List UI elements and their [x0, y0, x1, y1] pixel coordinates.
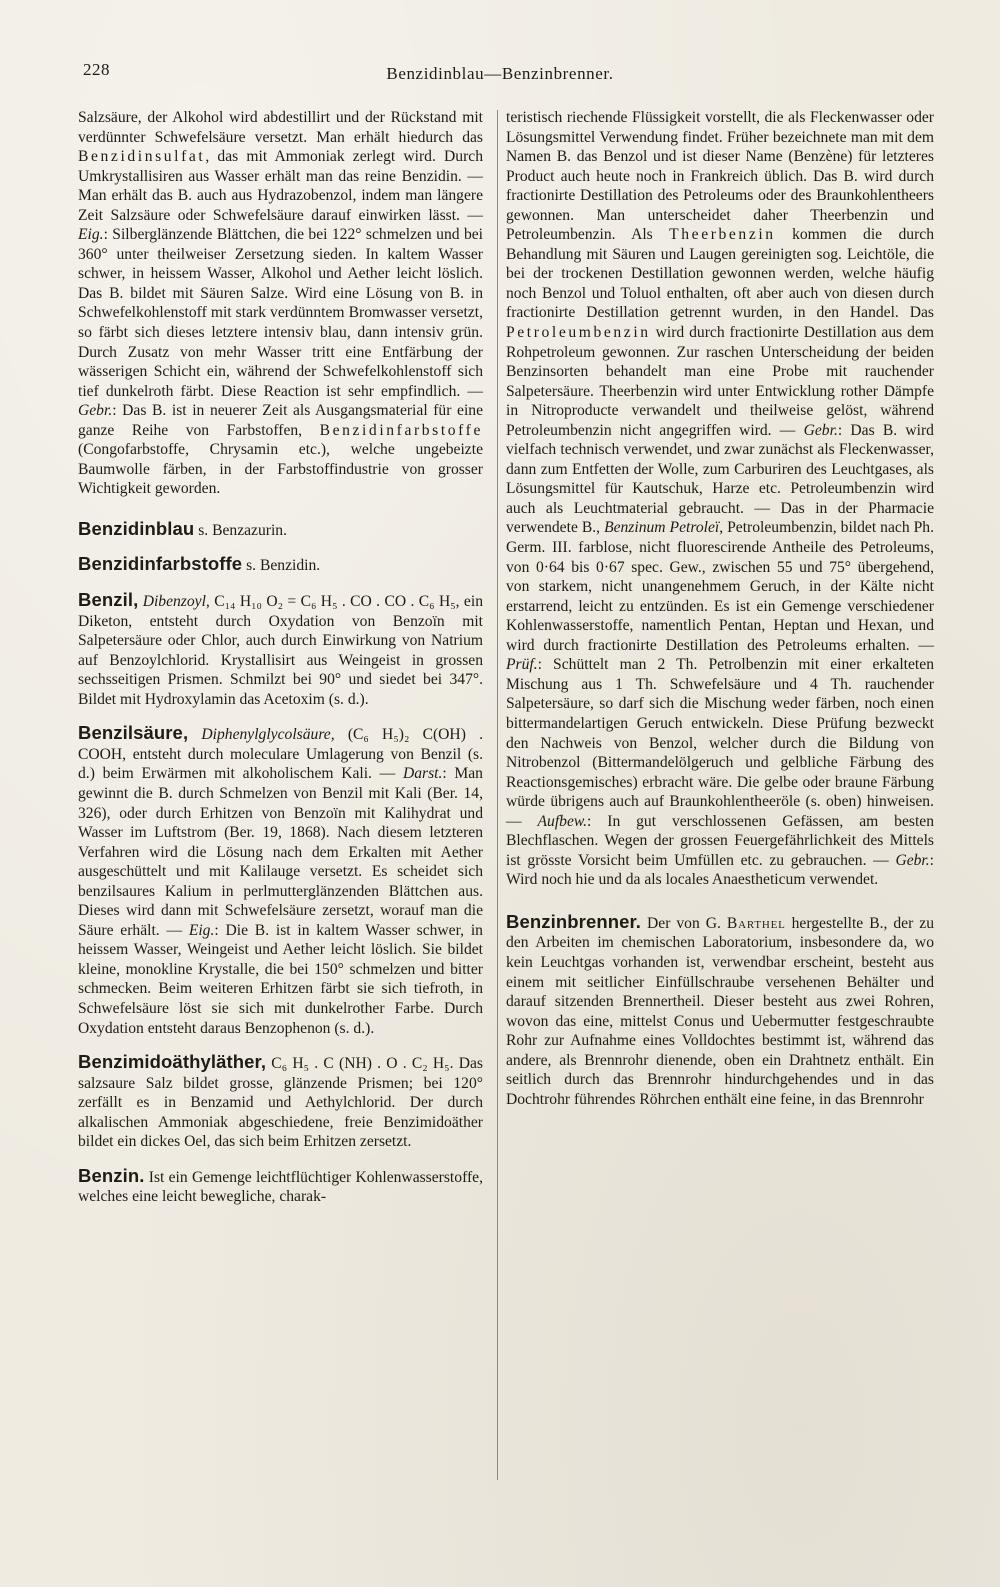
formula: C₁₄ H₁₀ O₂ = C₆ H₅ . CO . CO . C₆ H₅,	[209, 593, 460, 611]
column-divider	[497, 110, 498, 1480]
page-number: 228	[83, 60, 110, 79]
text-run: hergestellte B., der zu den Arbeiten im chemischen Laboratorium, insbesondere da, wo kein Leuchtgas vorhanden ist, verwendbar erscheint, besteht aus einem mit seitlicher Einfüllschraube versehenen Behälter und darauf sitzenden Brennertheil. Dieser besteht aus zwei Rohren, wovon das eine, mittelst Conus und Uebermutter festgeschraubte Rohr zur Aufnahme eines Volldochtes bestimmt ist, während das andere, als Brennrohr dienende, oben ein Drahtnetz enthält. Ein seitlich durch das Brennrohr hindurchgehendes und in das Dochtrohr führendes Röhrchen enthält eine feine, in das Brennrohr	[506, 914, 934, 1108]
entry-heading: Benzilsäure,	[78, 722, 189, 744]
author-name: Barthel	[726, 914, 786, 932]
entry-heading: Benzidinfarbstoffe	[78, 553, 243, 575]
text-run: : Silberglänzende Blättchen, die bei 122° schmelzen und bei 360° unter theilweiser Zersetzung sieden. In kaltem Wasser schwer, in heissem Wasser, Alkohol und Aether leicht löslich. Das B. bildet mit Säuren Salze. Wird eine Lösung von B. in Schwefelkohlenstoff mit stark verdünntem Bromwasser versetzt, so färbt sich dieses letztere intensiv blau, dann intensiv grün. Durch Zusatz von mehr Wasser tritt eine Entfärbung der wässerigen Schicht ein, während der Schwefelkohlenstoff sich tief dunkelroth färbt. Diese Reaction ist sehr empfindlich. —	[78, 226, 483, 400]
abbrev-gebr: Gebr.	[803, 421, 838, 439]
cross-reference: s. Benzidin.	[242, 557, 321, 575]
formula: C₆ H₅ . C (NH) . O . C₂ H₅.	[266, 1055, 454, 1073]
cross-reference: s. Benzazurin.	[194, 521, 287, 539]
text-run: , Petroleumbenzin, bildet nach Ph. Germ. III. farblose, nicht fluorescirende Antheile des Petroleums, von 0·64 bis 0·67 spec. Gew., zwischen 55 und 75° übergehend, von starkem, nicht unangenehmem Geruch, in der Kälte nicht erstarrend, leicht zu entzünden. Es ist ein Gemenge verschiedener Kohlenwasserstoffe, namentlich Pentan, Heptan und Hexan, und wird durch fractionirte Destillation des Petroleums erhalten. —	[506, 519, 934, 654]
left-column	[78, 108, 483, 1207]
text-run: kommen die durch Behandlung mit Säuren und Laugen gereinigten sog. Leichtöle, die bei der trockenen Destillation gewonnen werden, welche häufig noch Benzol und Toluol enthalten, oft aber auch von diesen durch fractionirte Destillation getrennt wurden, in den Handel. Das	[506, 226, 934, 322]
text-run: Der von G.	[641, 914, 727, 932]
abbrev-eig: Eig.	[78, 226, 104, 244]
formula: (C₆ H₅)₂ C(OH) . COOH,	[78, 726, 483, 763]
entry-heading: Benzil,	[78, 589, 139, 611]
abbrev-gebr: Gebr.	[78, 402, 113, 420]
benzidin-continuation	[78, 108, 483, 499]
benzin-continuation	[506, 108, 934, 890]
entry-benzidinfarbstoffe	[78, 554, 483, 576]
entry-benzidinblau	[78, 519, 483, 541]
text-run: Ist ein Gemenge leichtflüchtiger Kohlenwasserstoffe, welches eine leicht bewegliche, charak-	[78, 1168, 483, 1206]
text-run: ein Diketon, entsteht durch Oxydation von Benzoïn mit Salpetersäure oder Chlor, auch durch Einwirkung von Natrium auf Benzoylchlorid. Krystallisirt aus Weingeist in grossen sechsseitigen Prismen. Schmilzt bei 90° und siedet bei 347°. Bildet mit Hydroxylamin das Acetoxim (s. d.).	[78, 593, 483, 708]
text-run: : Das B. ist in neuerer Zeit als Ausgangsmaterial für eine ganze Reihe von Farbstoffen,	[78, 402, 483, 439]
text-run: : Schüttelt man 2 Th. Petrolbenzin mit einer erkalteten Mischung aus 1 Th. Schwefelsäure und 4 Th. rauchender Salpetersäure, so darf sich die Mischung weder färben, noch einen bittermandelartigen Geruch entwickeln. Diese Prüfung bezweckt den Nachweis von Benzol, welcher durch die Bildung von Nitrobenzol (Bittermandelölgeruch und gelbliche Färbung des Reactionsgemisches) erbracht wäre. Die gelbe oder braune Färbung würde übrigens auch auf Braunkohlentheeröle (s. oben) hinweisen. —	[506, 656, 934, 830]
abbrev-pruef: Prüf.	[506, 656, 538, 674]
text-run: Das salzsaure Salz bildet grosse, glänzende Prismen; bei 120° zerfällt es in Benzamid und Aethylchlorid. Der durch alkalischen Ammoniak abgeschiedene, freie Benzimidoäther bildet ein dickes Oel, das sich beim Erhitzen zersetzt.	[78, 1055, 483, 1151]
text-run: entsteht durch moleculare Umlagerung von Benzil (s. d.) beim Erwärmen mit alkoholischem Kali. —	[78, 745, 483, 783]
text-run: : In gut verschlossenen Gefässen, am besten Blechflaschen. Wegen der grossen Feuergefährlichkeit des Mittels ist grösste Vorsicht beim Umfüllen etc. zu gebrauchen. —	[506, 812, 934, 869]
text-run: Salzsäure, der Alkohol wird abdestillirt und der Rückstand mit verdünnter Schwefelsäure versetzt. Man erhält hiedurch das	[78, 109, 483, 146]
synonym: Dibenzoyl,	[142, 593, 210, 611]
latin-name: Benzinum Petroleï	[604, 519, 720, 537]
text-run: : Das B. wird vielfach technisch verwendet, und zwar zunächst als Fleckenwasser, dann zum Entfetten der Wolle, zum Carburiren des Leuchtgases, als Lösungsmittel für Kautschuk, Harze etc. Petroleumbenzin wird auch als Leuchtmaterial gebraucht. — Das in der Pharmacie verwendete B.,	[506, 421, 934, 537]
abbrev-gebr: Gebr.	[895, 851, 930, 869]
synonym: Diphenylglycolsäure,	[201, 726, 335, 744]
text-run: (Congofarbstoffe, Chrysamin etc.), welche ungebeizte Baumwolle färben, in der Farbstoffindustrie von grosser Wichtigkeit geworden.	[78, 441, 483, 498]
spaced-term: Theerbenzin	[669, 226, 776, 244]
running-head: Benzidinblau—Benzinbrenner.	[386, 64, 614, 83]
entry-heading: Benzinbrenner.	[506, 910, 642, 932]
right-column	[506, 108, 934, 1109]
text-run: : Die B. ist in kaltem Wasser schwer, in heissem Wasser, Weingeist und Aether leicht löslich. Sie bildet kleine, monokline Krystalle, die bei 150° schmelzen und bitter schmecken. Beim weiteren Erhitzen färbt sie sich tiefroth, in Schwefelsäure löst sie sich mit dunkelrother Farbe. Durch Oxydation entsteht daraus Benzophenon (s. d.).	[78, 921, 483, 1037]
abbrev-darst: Darst.	[402, 765, 443, 783]
entry-benzil	[78, 590, 483, 709]
abbrev-eig: Eig.	[188, 921, 215, 939]
abbrev-aufbew: Aufbew.	[537, 812, 588, 830]
spaced-term: Benzidinsulfat	[78, 148, 206, 166]
spaced-term: Petroleumbenzin	[506, 324, 651, 342]
entry-benzinbrenner	[506, 912, 934, 1109]
text-run: teristisch riechende Flüssigkeit vorstellt, die als Fleckenwasser oder Lösungsmittel Verwendung findet. Früher bezeichnete man mit dem Namen B. das Benzol und ist dieser Name (Benzène) für letzteres Product auch heute noch in Frankreich üblich. Das B. wird durch fractionirte Destillation des Petroleums oder des Braunkohlentheers gewonnen. Man unterscheidet daher Theerbenzin und Petroleumbenzin. Als	[506, 109, 934, 244]
text-run: : Wird noch hie und da als locales Anaestheticum verwendet.	[506, 851, 934, 889]
entry-heading: Benzin.	[78, 1164, 145, 1186]
entry-benzilsaeure	[78, 723, 483, 1038]
entry-benzimidoaethylaether	[78, 1052, 483, 1152]
entry-heading: Benzimidoäthyläther,	[78, 1051, 267, 1073]
text-run: wird durch fractionirte Destillation aus dem Rohpetroleum gewonnen. Zur raschen Unterscheidung der beiden Benzinsorten behandelt man eine Probe mit rauchender Salpetersäure. Theerbenzin wird unter Entwicklung rother Dämpfe in Nitroproducte verwandelt und theilweise gelöst, während Petroleumbenzin nicht angegriffen wird. —	[506, 324, 934, 439]
spaced-term: Benzidinfarbstoffe	[319, 421, 483, 439]
entry-benzin	[78, 1166, 483, 1207]
entry-heading: Benzidinblau	[78, 517, 195, 539]
text-run: : Man gewinnt die B. durch Schmelzen von Benzil mit Kali (Ber. 14, 326), oder durch Erhitzen von Benzoïn mit Kalihydrat und Wasser im Luftstrom (Ber. 19, 1868). Nach diesem letzteren Verfahren wird die Lösung nach dem Erkalten mit Aether ausgeschüttelt und mit Kalilauge versetzt. Es scheidet sich benzilsaures Kalium in perlmutterglänzenden Blättchen aus. Dieses wird dann mit Schwefelsäure zersetzt, worauf man die Säure erhält. —	[78, 765, 483, 939]
text-run: , das mit Ammoniak zerlegt wird. Durch Umkrystallisiren aus Wasser erhält man das reine Benzidin. — Man erhält das B. auch aus Hydrazobenzol, indem man längere Zeit Salzsäure oder Schwefelsäure darauf einwirken lässt. —	[78, 148, 483, 224]
